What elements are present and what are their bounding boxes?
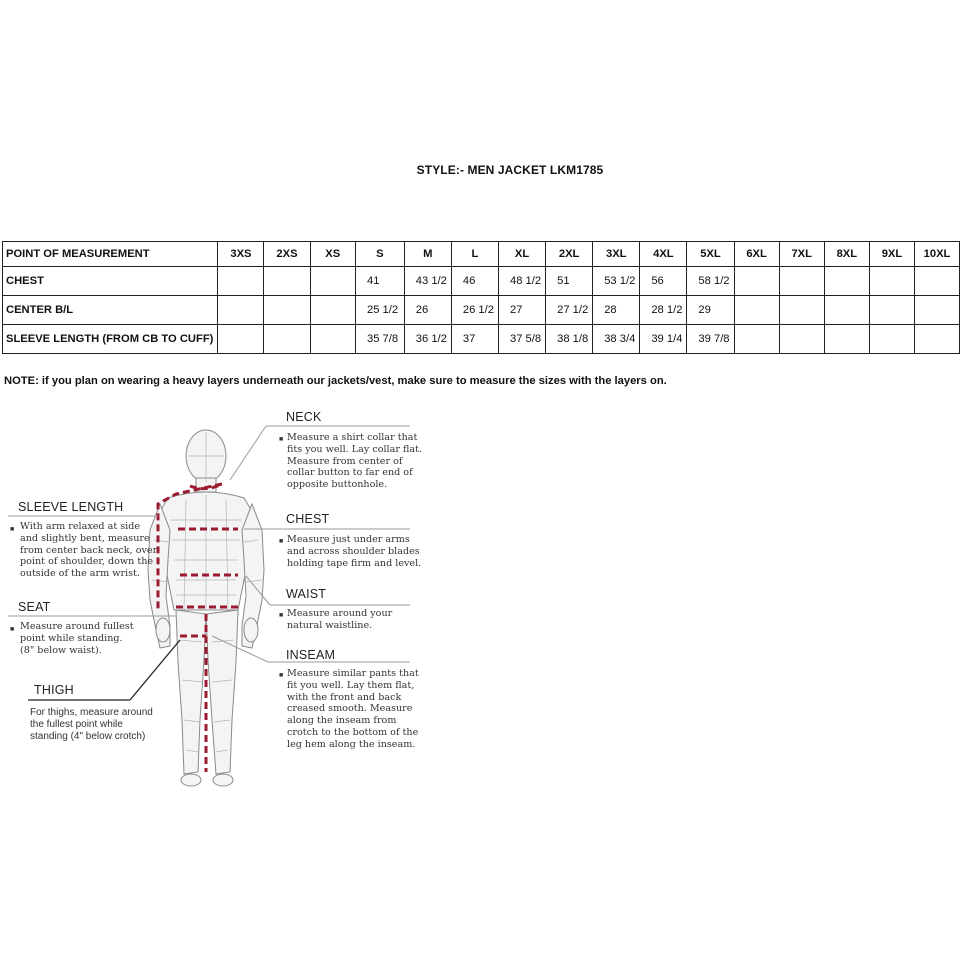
page-title: STYLE:- MEN JACKET LKM1785 [416,163,604,177]
table-cell [310,267,355,296]
chest-bullet-icon: ■ [279,538,284,545]
table-cell: 27 [498,296,545,325]
sleeve-length-instructions: With arm relaxed at side and slightly bent, measure from center back neck, over point of shoulder, down the outside of the arm wrist. [20,521,158,580]
table-cell [218,267,264,296]
table-header-cell: 10XL [915,242,960,267]
inseam-label: INSEAM [286,648,336,662]
table-cell [264,296,310,325]
table-cell: 26 1/2 [451,296,498,325]
table-header-cell: 3XL [593,242,640,267]
table-header-cell: S [355,242,404,267]
table-cell [310,296,355,325]
size-chart-table [2,241,960,354]
table-cell [310,325,355,354]
neck-instructions: Measure a shirt collar that fits you well. Lay collar flat. Measure from center of collar button to far end of opposite buttonhole. [287,432,423,491]
table-row [3,325,960,354]
table-cell [264,325,310,354]
table-cell [869,325,914,354]
table-cell [734,267,779,296]
neck-bullet-icon: ■ [279,436,284,443]
table-row [3,296,960,325]
table-header-cell: XS [310,242,355,267]
table-cell [779,296,824,325]
table-cell: 36 1/2 [404,325,451,354]
inseam-instructions: Measure similar pants that fit you well. Lay them flat, with the front and back creased smooth. Measure along the inseam from crotch to the bottom of the leg hem along the inseam. [287,668,419,750]
table-header-cell: 7XL [779,242,824,267]
table-cell: 28 [593,296,640,325]
thigh-instructions: For thighs, measure around the fullest point while standing (4" below crotch) [30,707,153,742]
row-label-cell: CENTER B/L [3,296,218,325]
table-cell [915,296,960,325]
table-cell: 25 1/2 [355,296,404,325]
table-cell [734,325,779,354]
measurement-guide [0,400,430,800]
table-cell: 58 1/2 [687,267,734,296]
table-cell: 38 1/8 [546,325,593,354]
table-cell: 43 1/2 [404,267,451,296]
table-header-cell: 2XL [546,242,593,267]
table-cell: 26 [404,296,451,325]
table-cell [779,267,824,296]
table-cell: 41 [355,267,404,296]
table-cell [824,296,869,325]
table-cell: 39 1/4 [640,325,687,354]
table-cell: 27 1/2 [546,296,593,325]
table-cell [264,267,310,296]
table-cell: 37 5/8 [498,325,545,354]
waist-bullet-icon: ■ [279,612,284,619]
neck-label: NECK [286,410,322,424]
seat-label: SEAT [18,600,51,614]
table-cell: 48 1/2 [498,267,545,296]
table-cell [218,325,264,354]
table-cell: 38 3/4 [593,325,640,354]
table-cell [824,325,869,354]
table-cell [869,296,914,325]
table-cell [734,296,779,325]
sleeve-length-label: SLEEVE LENGTH [18,500,124,514]
table-cell: 39 7/8 [687,325,734,354]
table-row [3,267,960,296]
table-cell: 46 [451,267,498,296]
table-cell [915,267,960,296]
table-header-cell: 8XL [824,242,869,267]
seat-instructions: Measure around fullest point while standing. (8" below waist). [20,621,134,656]
table-header-cell: M [404,242,451,267]
chest-label: CHEST [286,512,330,526]
table-cell: 35 7/8 [355,325,404,354]
table-header-row [3,242,960,267]
table-header-cell: 5XL [687,242,734,267]
table-header-cell: XL [498,242,545,267]
row-label-cell: CHEST [3,267,218,296]
table-header-cell: 4XL [640,242,687,267]
table-cell: 29 [687,296,734,325]
inseam-bullet-icon: ■ [279,672,284,679]
table-header-cell: POINT OF MEASUREMENT [3,242,218,267]
sleeve-bullet-icon: ■ [10,526,15,533]
table-cell [869,267,914,296]
table-header-cell: 9XL [869,242,914,267]
row-label-cell: SLEEVE LENGTH (FROM CB TO CUFF) [3,325,218,354]
table-header-cell: 2XS [264,242,310,267]
waist-instructions: Measure around your natural waistline. [287,608,393,631]
seat-bullet-icon: ■ [10,626,15,633]
table-header-cell: L [451,242,498,267]
layering-note: NOTE: if you plan on wearing a heavy layers underneath our jackets/vest, make sure to measure the sizes with the layers on. [4,375,667,387]
table-cell: 28 1/2 [640,296,687,325]
table-cell [779,325,824,354]
thigh-label: THIGH [34,683,74,697]
chest-instructions: Measure just under arms and across shoulder blades holding tape firm and level. [287,534,422,569]
table-header-cell: 3XS [218,242,264,267]
table-cell: 56 [640,267,687,296]
table-cell: 53 1/2 [593,267,640,296]
table-cell [915,325,960,354]
table-cell [824,267,869,296]
table-header-cell: 6XL [734,242,779,267]
waist-label: WAIST [286,587,327,601]
table-cell [218,296,264,325]
table-cell: 51 [546,267,593,296]
table-cell: 37 [451,325,498,354]
